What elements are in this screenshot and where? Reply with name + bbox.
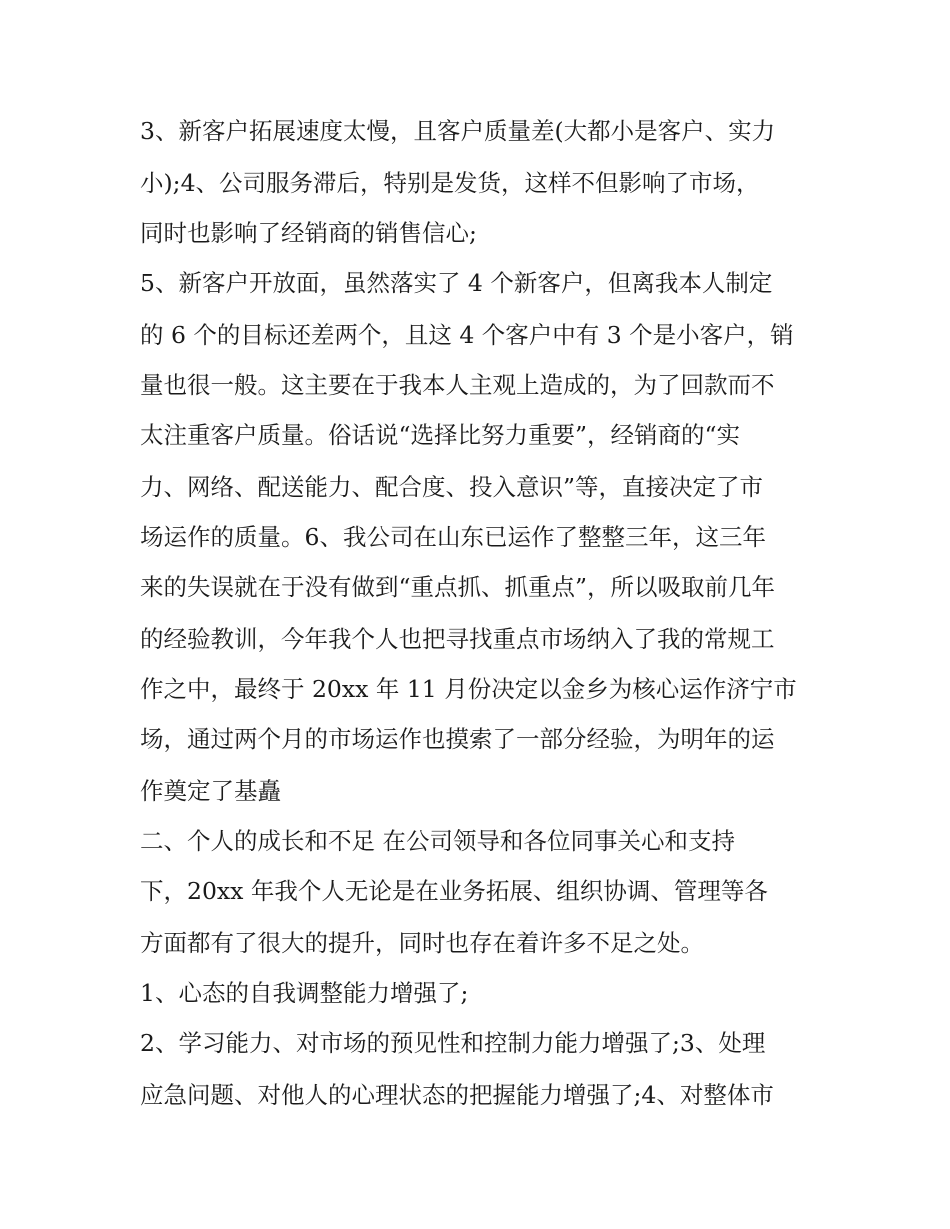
text-line: 作之中，最终于 20xx 年 11 月份决定以金乡为核心运作济宁市 — [140, 675, 797, 703]
section-heading: 二、个人的成长和不足 在公司领导和各位同事关心和支持 — [140, 827, 735, 855]
text-line: 的经验教训，今年我个人也把寻找重点市场纳入了我的常规工 — [140, 625, 775, 653]
text-line: 同时也影响了经销商的销售信心; — [140, 219, 477, 247]
text-line: 量也很一般。这主要在于我本人主观上造成的，为了回款而不 — [140, 371, 775, 399]
text-line: 太注重客户质量。俗话说“选择比努力重要”，经销商的“实 — [140, 421, 741, 449]
text-line: 5、新客户开放面，虽然落实了 4 个新客户，但离我本人制定 — [140, 269, 773, 297]
list-item: 2、学习能力、对市场的预见性和控制力能力增强了;3、处理 — [140, 1029, 766, 1057]
text-line: 场运作的质量。6、我公司在山东已运作了整整三年，这三年 — [140, 523, 766, 551]
text-line: 的 6 个的目标还差两个，且这 4 个客户中有 3 个是小客户，销 — [140, 321, 794, 349]
text-line: 作奠定了基矗 — [140, 777, 281, 805]
text-line: 下，20xx 年我个人无论是在业务拓展、组织协调、管理等各 — [140, 877, 768, 905]
list-item: 1、心态的自我调整能力增强了; — [140, 979, 469, 1007]
text-line: 3、新客户拓展速度太慢，且客户质量差(大都小是客户、实力 — [140, 117, 776, 145]
text-line: 应急问题、对他人的心理状态的把握能力增强了;4、对整体市 — [140, 1081, 774, 1109]
text-line: 场，通过两个月的市场运作也摸索了一部分经验，为明年的运 — [140, 725, 775, 753]
text-line: 力、网络、配送能力、配合度、投入意识”等，直接决定了市 — [140, 473, 764, 501]
text-line: 小);4、公司服务滞后，特别是发货，这样不但影响了市场， — [140, 169, 760, 197]
text-line: 方面都有了很大的提升，同时也存在着许多不足之处。 — [140, 929, 704, 957]
text-line: 来的失误就在于没有做到“重点抓、抓重点”，所以吸取前几年 — [140, 573, 776, 601]
